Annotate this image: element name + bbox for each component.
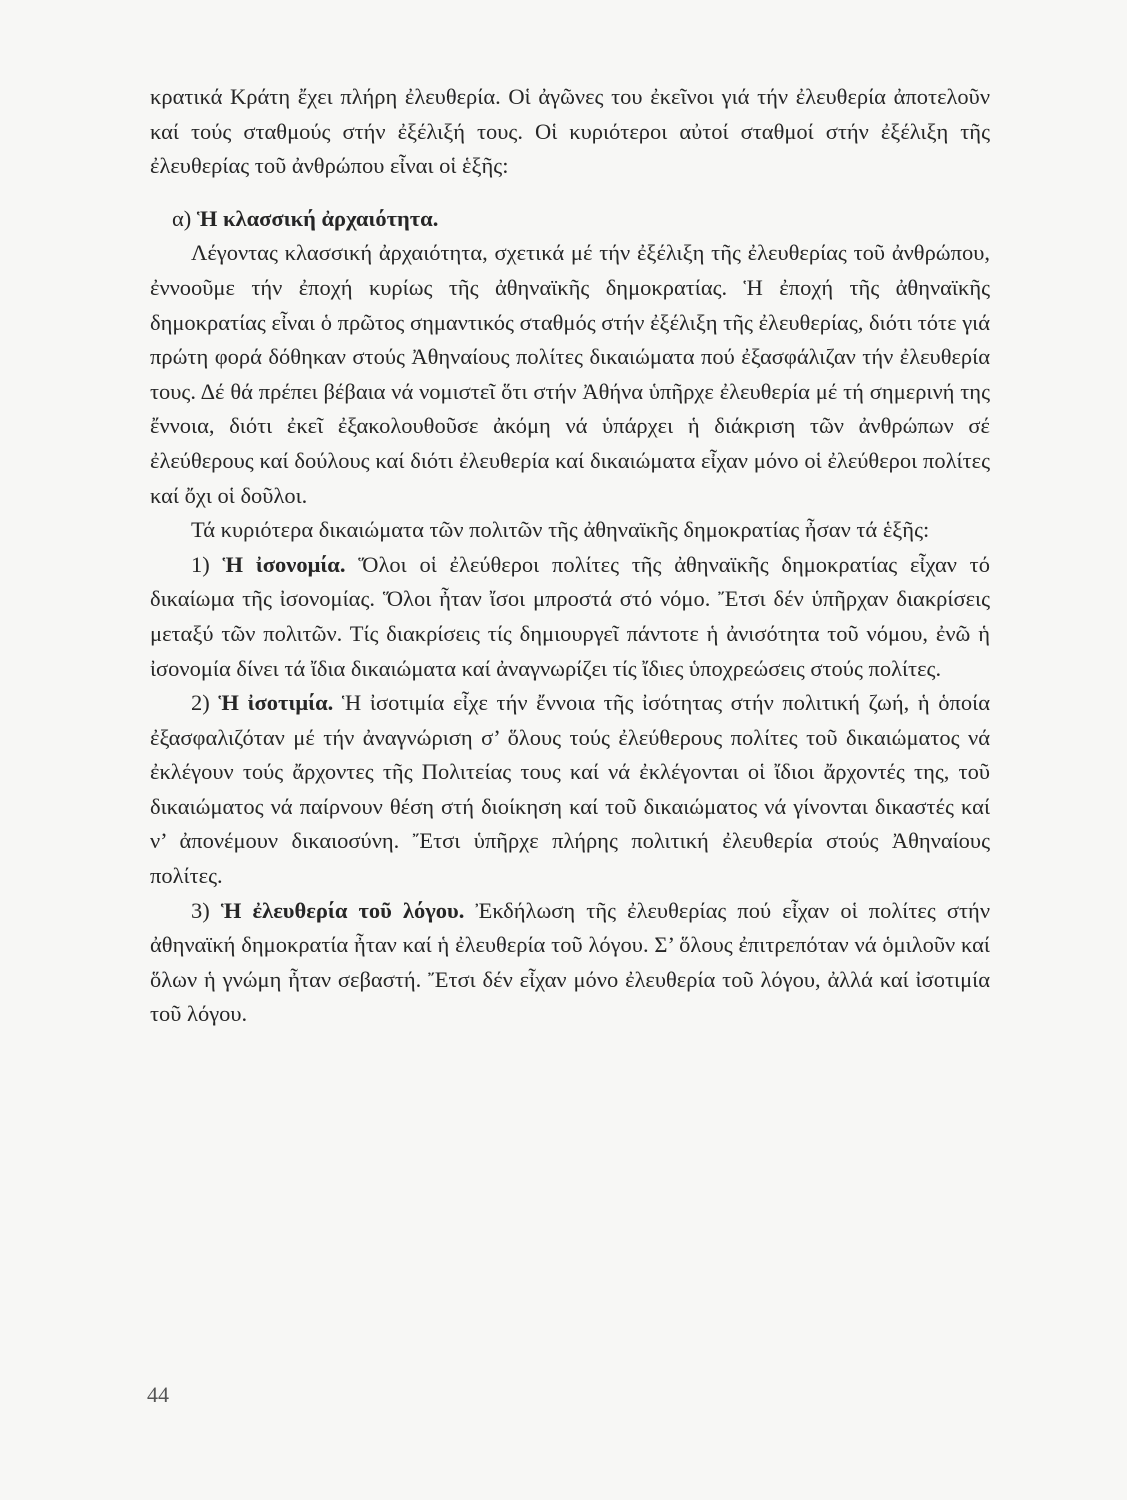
paragraph-classical	[150, 236, 990, 513]
item-number: 2)	[191, 690, 219, 716]
paragraph-isonomia	[150, 548, 990, 686]
paragraph-free-speech	[150, 894, 990, 1032]
paragraph-intro	[150, 80, 990, 184]
paragraph-text: Ἡ ἰσοτιμία εἶχε τήν ἔννοια τῆς ἰσότητας στήν πολιτική ζωή, ἡ ὁποία ἐξασφαλιζόταν μέ τήν ἀναγνώριση σ’ ὅλους τούς ἐλεύθερους πολίτες τοῦ δικαιώματος νά ἐκλέγουν τούς ἄρχοντες τῆς Πολιτείας τους καί νά ἐκλέγονται οἱ ἴδιοι ἄρχοντές της, τοῦ δικαιώματος νά παίρνουν θέση στή διοίκηση καί τοῦ δικαιώματος νά γίνονται δικαστές καί ν’ ἀπονέμουν δικαιοσύνη. Ἔτσι ὑπῆρχε πλήρης πολιτική ἐλευθερία στούς Ἀθηναίους πολίτες.	[150, 690, 990, 889]
paragraph-text: Τά κυριότερα δικαιώματα τῶν πολιτῶν τῆς ἀθηναϊκῆς δημοκρατίας ἦσαν τά ἑξῆς:	[191, 517, 930, 543]
paragraph-text: Ἐκδήλωση τῆς ἐλευθερίας πού εἶχαν οἱ πολίτες στήν ἀθηναϊκή δημοκρατία ἦταν καί ἡ ἐλευθερία τοῦ λόγου. Σ’ ὅλους ἐπιτρεπόταν νά ὁμιλοῦν καί ὅλων ἡ γνώμη ἦταν σεβαστή. Ἔτσι δέν εἶχαν μόνο ἐλευθερία τοῦ λόγου, ἀλλά καί ἰσοτιμία τοῦ λόγου.	[150, 897, 990, 1027]
page-number: 44	[147, 1382, 169, 1407]
item-title: Ἡ ἰσοτιμία.	[218, 690, 334, 716]
item-number: 3)	[191, 897, 221, 923]
paragraph-text: Ὅλοι οἱ ἐλεύθεροι πολίτες τῆς ἀθηναϊκῆς δημοκρατίας εἶχαν τό δικαίωμα τῆς ἰσονομίας. Ὅλοι ἦταν ἴσοι μπροστά στό νόμο. Ἔτσι δέν ὑπῆρχαν διακρίσεις μεταξύ τῶν πολιτῶν. Τίς διακρίσεις τίς δημιουργεῖ πάντοτε ἡ ἀνισότητα τοῦ νόμου, ἐνῶ ἡ ἰσονομία δίνει τά ἴδια δικαιώματα καί ἀναγνωρίζει τίς ἴδιες ὑποχρεώσεις στούς πολίτες.	[150, 551, 990, 681]
paragraph-text: κρατικά Κράτη ἔχει πλήρη ἐλευθερία. Οἱ ἀγῶνες του ἐκεῖνοι γιά τήν ἐλευθερία ἀποτελοῦν καί τούς σταθμούς στήν ἐξέλιξή τους. Οἱ κυριότεροι αὐτοί σταθμοί στήν ἐξέλιξη τῆς ἐλευθερίας τοῦ ἀνθρώπου εἶναι οἱ ἑξῆς:	[150, 84, 990, 179]
paragraph-rights-intro	[150, 513, 990, 548]
page-body	[150, 80, 990, 1032]
item-title: Ἡ ἐλευθερία τοῦ λόγου.	[220, 897, 465, 923]
section-title: Ἡ κλασσική ἀρχαιότητα.	[196, 205, 439, 231]
paragraph-text: Λέγοντας κλασσική ἀρχαιότητα, σχετικά μέ τήν ἐξέλιξη τῆς ἐλευθερίας τοῦ ἀνθρώπου, ἐννοοῦμε τήν ἐποχή κυρίως τῆς ἀθηναϊκῆς δημοκρατίας. Ἡ ἐποχή τῆς ἀθηναϊκῆς δημοκρατίας εἶναι ὁ πρῶτος σημαντικός σταθμός στήν ἐξέλιξη τῆς ἐλευθερίας, διότι τότε γιά πρώτη φορά δόθηκαν στούς Ἀθηναίους πολίτες δικαιώματα πού ἐξασφάλιζαν τήν ἐλευθερία τους. Δέ θά πρέπει βέβαια νά νομιστεῖ ὅτι στήν Ἀθήνα ὑπῆρχε ἐλευθερία μέ τή σημερινή της ἔννοια, διότι ἐκεῖ ἐξακολουθοῦσε ἀκόμη νά ὑπάρχει ἡ διάκριση τῶν ἀνθρώπων σέ ἐλεύθερους καί δούλους καί διότι ἐλευθερία καί δικαιώματα εἶχαν μόνο οἱ ἐλεύθεροι πολίτες καί ὄχι οἱ δοῦλοι.	[150, 240, 990, 508]
item-title: Ἡ ἰσονομία.	[222, 551, 346, 577]
item-number: 1)	[191, 551, 223, 577]
section-heading	[150, 202, 990, 237]
paragraph-isotimia	[150, 686, 990, 894]
section-marker: α)	[172, 205, 197, 231]
